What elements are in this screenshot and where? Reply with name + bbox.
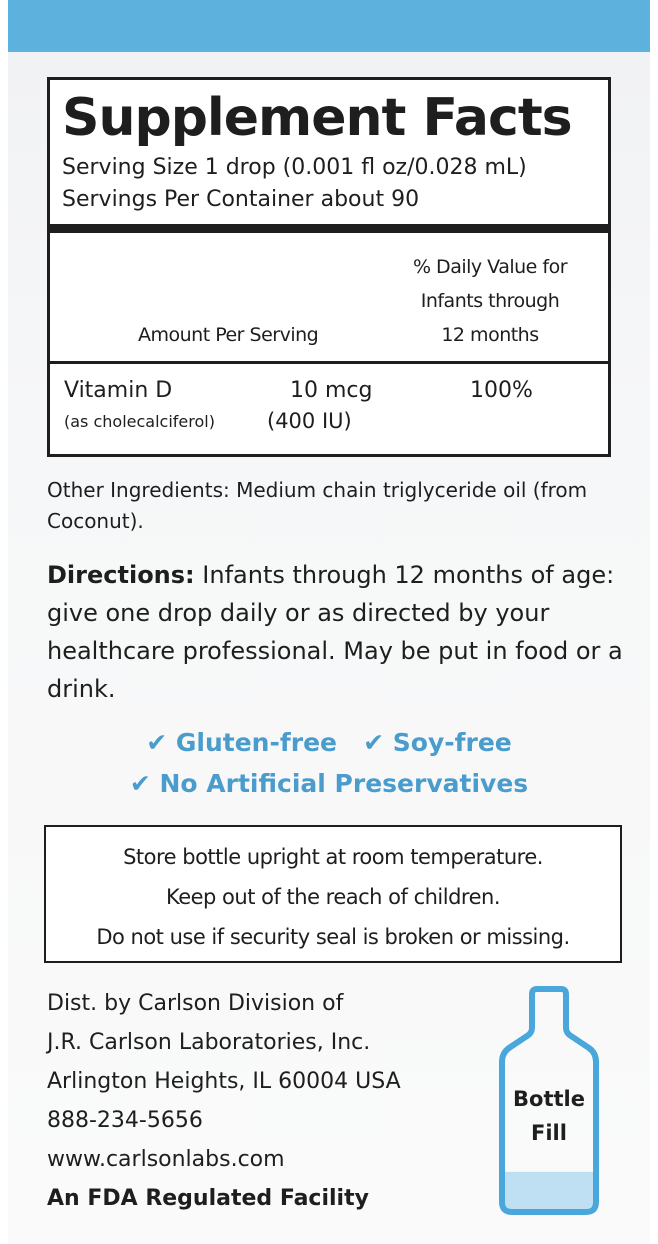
checkmark-icon: ✔ [146, 728, 168, 757]
bottle-label-line: Bottle [513, 1087, 585, 1111]
bottle-fill-label [497, 1082, 601, 1150]
distributor-line: J.R. Carlson Laboratories, Inc. [47, 1030, 371, 1055]
checkmark-icon: ✔ [363, 728, 385, 757]
bottle-label-line: Fill [531, 1121, 567, 1145]
nutrient-source: (as cholecalciferol) [64, 412, 215, 431]
bottle-fill-level [497, 1172, 601, 1212]
directions-label: Directions: [47, 561, 195, 589]
thin-divider [50, 361, 608, 364]
daily-value-header [380, 250, 600, 352]
serving-size: Serving Size 1 drop (0.001 fl oz/0.028 mL) [62, 155, 527, 180]
claim-soy-free: Soy-free [392, 728, 512, 757]
supplement-facts-panel [47, 77, 611, 457]
distributor-line: Dist. by Carlson Division of [47, 991, 344, 1016]
amount-per-serving-header: Amount Per Serving [138, 324, 319, 346]
claims-row [0, 723, 658, 763]
daily-value-header-line: % Daily Value for [412, 256, 568, 278]
nutrient-amount: 10 mcg [290, 378, 373, 403]
daily-value-header-line: Infants through [420, 290, 560, 312]
other-ingredients: Other Ingredients: Medium chain triglyceride oil (from Coconut). [47, 478, 588, 533]
distributor-address: Arlington Heights, IL 60004 USA [47, 1069, 401, 1094]
distributor-info [47, 984, 507, 1218]
claims-row [0, 764, 658, 804]
nutrient-daily-value: 100% [470, 378, 533, 403]
top-color-band [8, 0, 650, 52]
fda-facility-statement: An FDA Regulated Facility [47, 1186, 369, 1211]
distributor-phone: 888-234-5656 [47, 1108, 203, 1133]
distributor-website: www.carlsonlabs.com [47, 1147, 285, 1172]
checkmark-icon: ✔ [129, 769, 151, 798]
storage-line: Store bottle upright at room temperature. [123, 845, 543, 869]
servings-per-container: Servings Per Container about 90 [62, 187, 420, 212]
claim-no-preservatives: No Artificial Preservatives [159, 769, 529, 798]
thick-divider [50, 224, 608, 233]
directions-text: Infants through 12 months of age: give one drop daily or as directed by your healthcare professional. May be put in food or a drink. [47, 561, 623, 703]
daily-value-header-line: 12 months [441, 324, 539, 346]
supplement-facts-title: Supplement Facts [62, 88, 572, 148]
directions [47, 556, 627, 708]
nutrient-amount-iu: (400 IU) [267, 409, 352, 433]
nutrient-name: Vitamin D [64, 378, 173, 403]
storage-line: Do not use if security seal is broken or missing. [96, 925, 570, 949]
storage-warning-box [44, 825, 622, 963]
storage-line: Keep out of the reach of children. [165, 885, 501, 909]
claim-gluten-free: Gluten-free [175, 728, 337, 757]
